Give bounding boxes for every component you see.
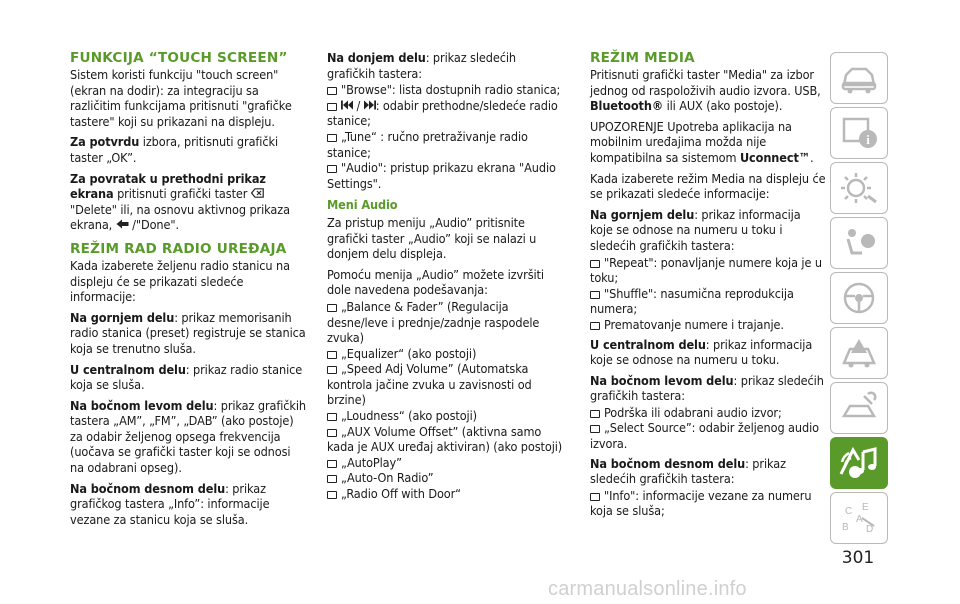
svg-text:A: A [856, 514, 863, 525]
list-item: „AUX Volume Offset” (aktivna samo kada je AUX uređaj aktiviran) (ako postoji) [327, 423, 563, 455]
list-item: „Speed Adj Volume” (Automatska kontrola jačine zvuka u zavisnosti od brzine) [327, 361, 532, 408]
next-track-icon [364, 98, 376, 113]
heading-media: REŽIM MEDIA [590, 50, 695, 66]
list-item: „Balance & Fader” (Regulacija desne/leve i prednje/zadnje raspodele zvuka) [327, 298, 540, 346]
list-item: "Repeat": ponavljanje numere koja je u toku; [590, 254, 822, 286]
para-radio-right: Na bočnom desnom delu: prikaz grafičkog tastera „Info”: informacije vezane za stanicu koja se sluša. [70, 480, 270, 527]
list-item: Podrška ili odabrani audio izvor; [590, 405, 826, 421]
wrench-icon[interactable] [830, 382, 888, 434]
para-potvrdu: Za potvrdu izbora, pritisnuti grafički taster „OK”. [70, 134, 278, 165]
list-item: Prematovanje numere i trajanje. [590, 317, 826, 333]
bullet-icon [327, 413, 337, 421]
list-item: „Loudness“ (ako postoji) [327, 408, 565, 424]
para-kada: Kada izaberete režim Media na displeju će se prikazati sledeće informacije: [590, 170, 826, 202]
list-item: „Radio Off with Door“ [327, 486, 565, 502]
info-icon[interactable] [830, 107, 888, 159]
svg-text:C: C [845, 506, 853, 517]
bullet-icon [327, 134, 337, 142]
para-media-top: Na gornjem delu: prikaz informacija koje se odnose na numeru u toku i sledećih grafičkih tastera: [590, 206, 801, 253]
bullet-icon [590, 493, 600, 501]
para-upozorenje: UPOZORENJE Upotreba aplikacija na mobilnim uređajima možda nije kompatibilna sa sistemom Uconnect™. [590, 118, 814, 165]
bullet-icon [327, 165, 337, 173]
back-arrow-icon [116, 217, 129, 232]
list-item: „Tune“ : ručno pretraživanje radio stanice; [327, 128, 528, 160]
list-item: „Auto-On Radio” [327, 470, 565, 486]
column-left [70, 50, 306, 532]
list-item: "Audio": pristup prikazu ekrana "Audio Settings". [327, 160, 556, 191]
emergency-icon[interactable] [830, 327, 888, 379]
list-item: "Info": informacije vezane za numeru koja se sluša; [590, 487, 812, 519]
para-meni-1: Za pristup meniju „Audio” pritisnite grafički taster „Audio” koji se nalazi u donjem delu displeja. [327, 214, 537, 262]
list-item: "Shuffle": nasumična reprodukcija numera; [590, 285, 794, 317]
column-right [590, 50, 826, 519]
airbag-icon[interactable] [830, 217, 888, 269]
para-radio-center: U centralnom delu: prikaz radio stanice koja se sluša. [70, 361, 303, 393]
list-item: "Browse": lista dostupnih radio stanica; [327, 82, 565, 98]
list-item: „Equalizer“ (ako postoji) [327, 346, 565, 362]
bullet-icon [327, 304, 337, 312]
bullet-icon [327, 87, 337, 95]
multimedia-icon[interactable] [830, 437, 888, 489]
para-radio-top: Na gornjem delu: prikaz memorisanih radio stanica (preset) registruje se stanica koja se trenutno sluša. [70, 309, 306, 356]
bullet-icon [327, 351, 337, 359]
bullet-icon [327, 103, 337, 111]
list-item: „AutoPlay” [327, 455, 565, 471]
watermark: carmanualsonline.info [548, 578, 747, 600]
para-meni-2: Pomoću menija „Audio” možete izvršiti dole navedena podešavanja: [327, 266, 544, 298]
bullet-icon [590, 291, 600, 299]
para-radio: Kada izaberete željenu radio stanicu na displeju će se prikazati sledeće informacije: [70, 257, 290, 305]
bullet-icon [590, 425, 600, 433]
para-povratak: Za povratak u prethodni prikaz ekrana pritisnuti grafički taster "Delete" ili, na osnovu aktivnog prikaza ekrana, /"Done". [70, 170, 290, 233]
steering-wheel-icon[interactable] [830, 272, 888, 324]
svg-text:E: E [862, 502, 869, 513]
para-media-center: U centralnom delu: prikaz informacija koje se odnose na numeru u toku. [590, 336, 813, 368]
bullet-icon [327, 366, 337, 374]
bullet-icon [327, 475, 337, 483]
svg-text:B: B [842, 522, 849, 533]
heading-radio: REŽIM RAD RADIO UREĐAJA [70, 240, 287, 257]
para-radio-bottom: Na donjem delu: prikaz sledećih grafičkih tastera: [327, 50, 516, 81]
para-media-right: Na bočnom desnom delu: prikaz sledećih grafičkih tastera: [590, 455, 786, 487]
svg-text:i: i [866, 132, 870, 147]
previous-track-icon [341, 98, 353, 113]
bullet-icon [327, 491, 337, 499]
list-item: / : odabir prethodne/sledeće radio stanice; [327, 97, 558, 129]
para-media-left: Na bočnom levom delu: prikaz sledećih grafičkih tastera: [590, 372, 824, 404]
page-number: 301 [841, 548, 875, 568]
svg-text:D: D [866, 524, 874, 535]
para-media: Pritisnuti grafički taster "Media" za izbor jednog od raspoloživih audio izvora. USB, Bluetooth® ili AUX (ako postoje). [590, 67, 821, 114]
bullet-icon [590, 410, 600, 418]
bullet-icon [327, 429, 337, 437]
column-middle [327, 50, 565, 502]
para-radio-left: Na bočnom levom delu: prikaz grafičkih tastera „AM”, „FM”, „DAB” (ako postoje) za odabir željenog opsega frekvencija (uočava se grafički taster koji se odnosi na odabrani opseg). [70, 397, 307, 476]
heading-meni-audio: Meni Audio [327, 197, 398, 213]
list-item: „Select Source”: odabir željenog audio izvora. [590, 420, 819, 452]
backspace-icon [251, 186, 264, 201]
bullet-icon [590, 260, 600, 268]
index-icon[interactable] [830, 492, 888, 544]
para-touch: Sistem koristi funkciju "touch screen" (ekran na dodir): za integraciju sa različitim funkcijama pritisnuti "grafičke tastere" koji su prikazani na displeju. [70, 67, 292, 129]
heading-touch-screen: FUNKCIJA “TOUCH SCREEN” [70, 50, 288, 66]
warning-light-icon[interactable] [830, 162, 888, 214]
bullet-icon [327, 460, 337, 468]
bullet-icon [590, 322, 600, 330]
car-icon[interactable] [830, 52, 888, 104]
